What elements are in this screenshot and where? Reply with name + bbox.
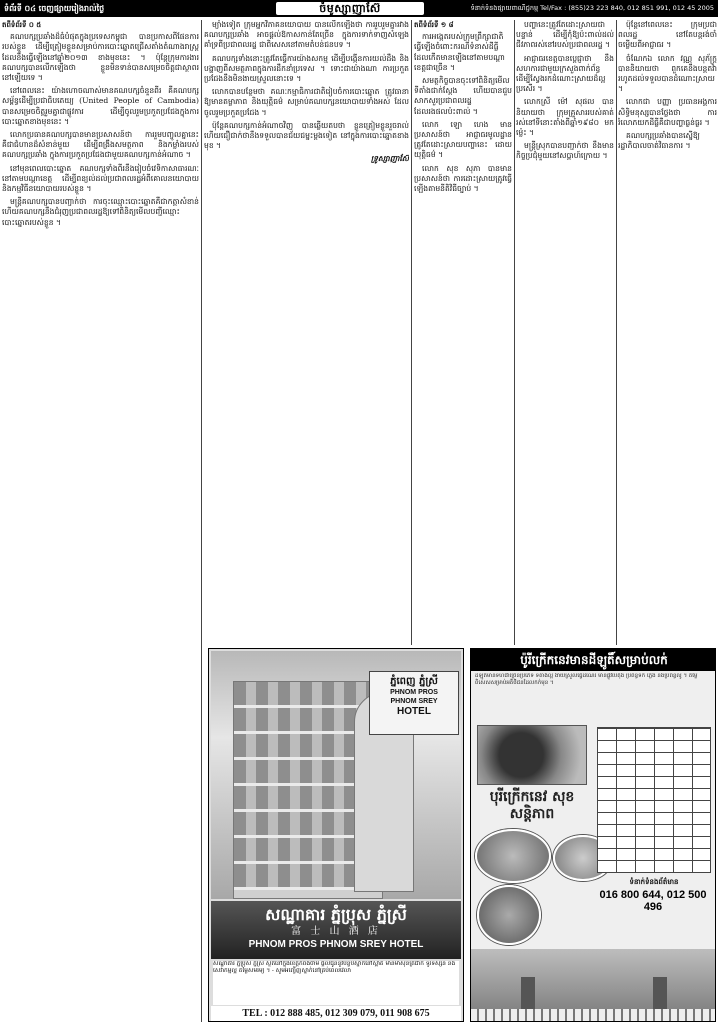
article-byline: ទ្រូស្សាញាស៊ែ xyxy=(370,154,409,164)
paragraph: គណបក្សប្រឆាំងបានស្នើឱ្យរដ្ឋាភិបាលចាត់វិធានការ ។ xyxy=(618,131,700,151)
paragraph: បញ្ហានេះត្រូវតែដោះស្រាយជាបន្ទាន់ ដើម្បីកុំឱ្យប៉ះពាល់ដល់ជីវភាពរស់នៅរបស់ប្រជាពលរដ្ឋ ។ xyxy=(516,20,614,50)
column-divider xyxy=(616,20,617,645)
hotel-building-image xyxy=(233,681,383,899)
column-divider xyxy=(201,20,202,1022)
article-column-1 xyxy=(2,20,199,1022)
land-ad-subtitle: ដីឡូតិ៍មានទំហំជាច្រើនប្រភេទ ទីតាំងល្អ ងាយស្រួលធ្វើដំណើរ មានផ្លូវបេតុង ប្រព័ន្ធទឹក ភ្លើង និងប្រព័ន្ធលូ ។ តម្លៃពិសេសសម្រាប់អតិថិជនដែលកក់មុន ។ xyxy=(475,673,698,686)
paragraph: លោក ឡោ ហេង មានប្រសាសន៍ថា អាជ្ញាធរមូលដ្ឋានត្រូវតែដោះស្រាយបញ្ហានេះ ដោយយុត្តិធម៌ ។ xyxy=(414,119,512,160)
paragraph: លោកបានបន្ថែមថា គណៈកម្មាធិការជាតិរៀបចំការបោះឆ្នោត ត្រូវធានាឱ្យមានតម្លាភាព និងយុត្តិធម៌ សម្រាប់គណបក្សនយោបាយទាំងអស់ ដែលចូលរួមប្រកួតប្រជែង ។ xyxy=(204,87,409,117)
hotel-name-khmer: សណ្ឋាគារ ភ្នំប្រុស ភ្នំស្រី xyxy=(265,905,407,924)
masthead-logo: ចំមូស្សាញាស៊ែ xyxy=(276,2,424,15)
column-divider xyxy=(514,20,515,645)
column-divider xyxy=(411,20,412,645)
article-column-2 xyxy=(204,20,409,645)
hotel-name-latin: PHNOM PROS PHNOM SREY HOTEL xyxy=(248,939,424,950)
continued-from-tag: តពីទំព័រទី ០ ៥ xyxy=(2,21,42,29)
paragraph: មន្ត្រីស្រុកបានបញ្ជាក់ថា នឹងមានកិច្ចប្រជុំមួយនៅសប្តាហ៍ក្រោយ ។ xyxy=(516,141,614,161)
hotel-name-chinese: 富 士 山 酒 店 xyxy=(291,926,381,937)
paragraph: ចំណែកឯ លោក វណ្ណ សុភ័ក្ត្រ បាននិយាយថា ពួកគេនឹងបន្តតវ៉ា រហូតដល់ទទួលបានដំណោះស្រាយ ។ xyxy=(618,53,717,94)
paragraph: គណបក្សប្រឆាំងដ៏ធំបំផុតក្នុងប្រទេសកម្ពុជា បានប្រកាសពីផែនការរបស់ខ្លួន ដើម្បីត្រៀមខ្លួនសម្រាប់ការបោះឆ្នោតជ្រើសតាំងតំណាងរាស្ត្រ ដែលនឹងធ្វើឡើងនៅឆ្នាំ២០១៣ ខាងមុខនេះ ។ ប៉ុន្តែក្រុមការងារគណបក្សបានលើកឡើងថា ខ្លួនមិនទាន់បានសម្រេចចិត្តជាស្ថាពរនៅឡើយទេ ។ xyxy=(2,32,199,83)
hotel-advertisement xyxy=(208,648,464,1022)
page-header xyxy=(0,0,718,17)
hotel-rooftop-sign xyxy=(369,671,459,735)
land-contact-label: ទំនាក់ទំនងព័ត៌មាន xyxy=(629,877,679,886)
paragraph: ប៉ុន្តែគណបក្សកាន់អំណាចវិញ បានឆ្លើយតបថា ខ្លួនត្រៀមខ្លួនរួចរាល់ ហើយជឿជាក់ថានឹងទទួលបានជ័យជម្នះម្តងទៀត នៅក្នុងការបោះឆ្នោតខាងមុខ ។ xyxy=(204,120,409,151)
land-ad-title: ប៉ូរីក្រើកនេវមានដីឡូតិ៍សម្រាប់លក់ xyxy=(471,649,716,671)
hotel-sign-line-3: HOTEL xyxy=(397,706,431,717)
entrance-gate-photo xyxy=(471,949,716,1022)
page-number-label: ទំព័រទី ០៤ ចេញផ្សាយរៀងរាល់ថ្ងៃ xyxy=(4,3,105,13)
paragraph: លោកស្រី ម៉ៅ សុផល បាននិយាយថា ក្រុមគ្រួសាររបស់គាត់រស់នៅទីនោះតាំងពីឆ្នាំ១៩៨០ មកម្ល៉េះ ។ xyxy=(516,97,614,138)
paragraph: លោក សុខ សុភា បានមានប្រសាសន៍ថា ការដោះស្រាយត្រូវធ្វើឡើងតាមនីតិវិធីច្បាប់ ។ xyxy=(414,163,512,194)
continued-from-tag: តពីទំព័រទី ១ ៨ xyxy=(414,21,454,29)
hotel-telephone: TEL : 012 888 485, 012 309 079, 011 908 675 xyxy=(211,1006,461,1021)
paragraph: ការអង្កេតរបស់ក្រុមព្រឹក្សាជាតិ ធ្វើឡើងចំពោះករណីទំនាស់ដីធ្លី ដែលកើតមានឡើងនៅតាមបណ្តាខេត្តជាច្រើន ។ xyxy=(414,32,505,72)
hotel-sign-line-1: PHNOM PROS xyxy=(390,689,438,696)
land-sale-advertisement xyxy=(470,648,716,1022)
site-plan-map xyxy=(597,727,711,873)
land-aerial-photo xyxy=(477,725,587,785)
article-column-5 xyxy=(618,20,717,645)
hotel-description: សណ្ឋាគារ ភ្នំប្រុស ភ្នំស្រី ស្ថិតនៅក្នុងខេត្តកំពង់ចាម ផ្តល់ជូននូវបន្ទប់ស្នាក់នៅស្អាត មានម៉ាស៊ីនត្រជាក់ ទូរទស្សន៍ និងសេវាកម្មល្អ តម្លៃសមរម្យ ។ - សូមអញ្ជើញស្នាក់នៅគ្រប់ពេលវេលា xyxy=(213,961,459,1005)
palm-trees-photo xyxy=(477,885,541,945)
hotel-photo xyxy=(211,651,461,899)
hotel-sign-khmer: ភ្នំពេញ ភ្នំស្រី xyxy=(390,676,438,687)
paragraph: ម្យ៉ាងទៀត ក្រុមអ្នកវិភាគនយោបាយ បានលើកឡើងថា ការរួបរួមគ្នារវាងគណបក្សប្រឆាំង អាចផ្តល់ឱកាសកាន់តែច្រើន ក្នុងការទាក់ទាញសំឡេងគាំទ្រពីប្រជាពលរដ្ឋ ជាពិសេសនៅតាមតំបន់ជនបទ ។ xyxy=(204,20,409,50)
paragraph: លោកប្រធានគណបក្សបានមានប្រសាសន៍ថា ការរួមបញ្ចូលគ្នានេះ គឺជាជំហានដ៏សំខាន់មួយ ដើម្បីពង្រឹងសមត្ថភាព និងកម្លាំងរបស់គណបក្សប្រឆាំង ក្នុងការប្រកួតប្រជែងជាមួយគណបក្សកាន់អំណាច ។ xyxy=(2,130,199,160)
paragraph: មន្ត្រីគណបក្សបានបញ្ជាក់ថា ការចុះឈ្មោះបោះឆ្នោតគឺជាកត្តាសំខាន់ ហើយគណបក្សនឹងជំរុញប្រជាពលរដ្ឋឱ្យទៅពិនិត្យមើលបញ្ជីឈ្មោះបោះឆ្នោតរបស់ខ្លួន ។ xyxy=(2,197,199,227)
paragraph: គណបក្សទាំងនោះត្រូវតែធ្វើការយ៉ាងសកម្ម ដើម្បីបង្កើនការយល់ដឹង និងបង្ហាញពីសមត្ថភាពក្នុងការដឹកនាំប្រទេស ។ ទោះជាយ៉ាងណា ការប្រកួតប្រជែងនឹងមិនងាយស្រួលនោះទេ ។ xyxy=(204,53,409,84)
paragraph: ប៉ុន្តែនៅពេលនេះ ក្រុមប្រជាពលរដ្ឋ នៅតែបន្តរង់ចាំចម្លើយពីអាជ្ញាធរ ។ xyxy=(618,20,717,50)
land-phone-numbers: 016 800 644, 012 500 496 xyxy=(599,889,707,913)
house-photo-1 xyxy=(475,829,551,883)
land-project-name: បុរីក្រើកនេវ សុខសន្តិភាព xyxy=(489,789,575,822)
paragraph: សមត្ថកិច្ចបានចុះទៅពិនិត្យមើលទីតាំងជាក់ស្តែង ហើយបានជួបសាកសួរប្រជាពលរដ្ឋដែលរងផលប៉ះពាល់ ។ xyxy=(414,76,512,116)
paragraph: នៅពេលនេះ យ៉ាងហោចណាស់មានគណបក្សចំនួនពីរ គឺគណបក្សសម្ព័ន្ធដើម្បីប្រជាធិបតេយ្យ (United People of Cambodia) បានសម្រេចចិត្តរួមគ្នាជាផ្លូវការ ដើម្បីចូលរួមប្រកួតប្រជែងក្នុងការបោះឆ្នោតខាងមុខនេះ ។ xyxy=(2,86,199,126)
hotel-sign-line-2: PHNOM SREY xyxy=(390,698,438,705)
header-contact: ទំនាក់ទំនងផ្សាយពាណិជ្ជកម្ម Tel/Fax : (855)23 223 840, 012 851 991, 012 45 2005 xyxy=(470,3,714,12)
hotel-name-banner xyxy=(211,901,461,959)
article-column-3 xyxy=(414,20,512,645)
paragraph: នៅមុនពេលបោះឆ្នោត គណបក្សទាំងពីរនឹងរៀបចំវេទិកាសាធារណៈ នៅតាមបណ្តាខេត្ត ដើម្បីពន្យល់ដល់ប្រជាពលរដ្ឋអំពីគោលនយោបាយ និងកម្មវិធីនយោបាយរបស់ខ្លួន ។ xyxy=(2,163,199,194)
paragraph: អាជ្ញាធរខេត្តបានប្តេជ្ញាថា នឹងសហការជាមួយក្រសួងពាក់ព័ន្ធ ដើម្បីស្វែងរកដំណោះស្រាយដ៏ល្អប្រសើរ ។ xyxy=(516,53,614,94)
article-column-4 xyxy=(516,20,614,645)
paragraph: លោកជា បញ្ញា ប្រធានអង្គការសិទ្ធិមនុស្សបានថ្លែងថា ការរំលោភយកដីធ្លីគឺជាបញ្ហាធ្ងន់ធ្ងរ ។ xyxy=(618,97,717,127)
